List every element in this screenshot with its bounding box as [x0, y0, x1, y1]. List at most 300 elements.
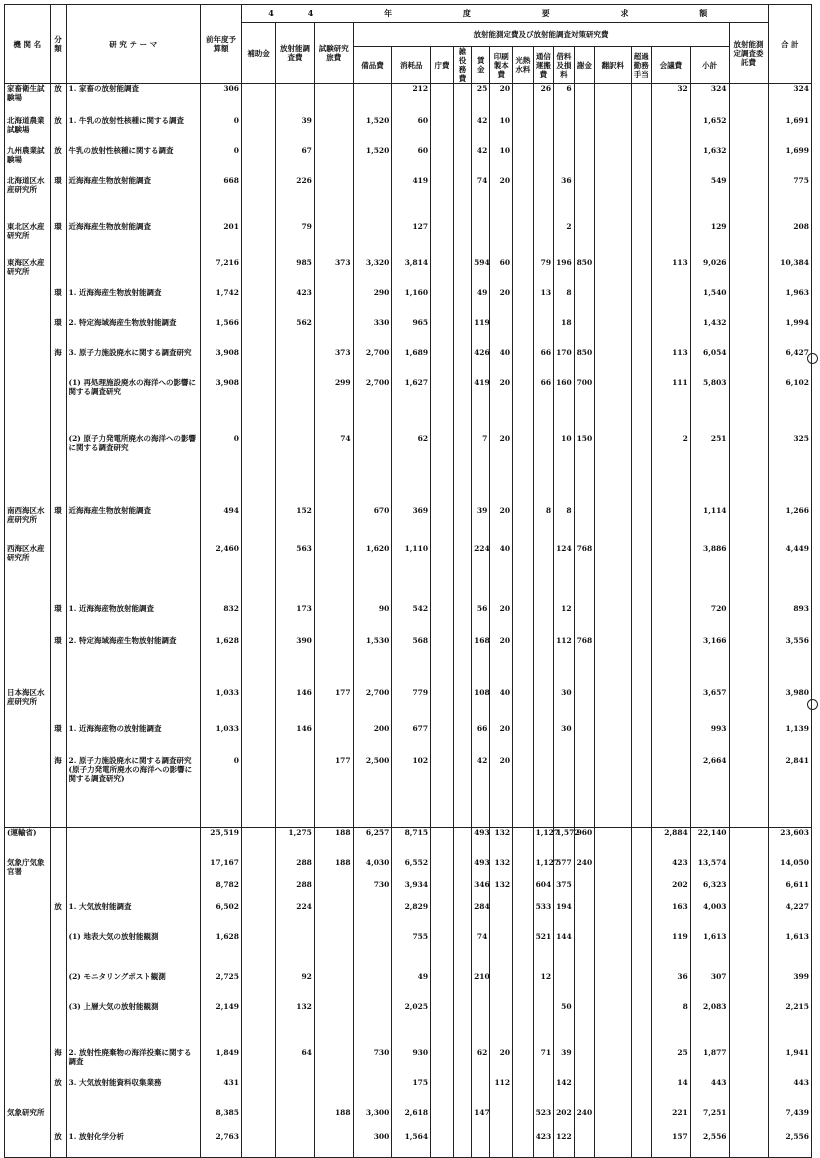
cell-amount: 67	[276, 146, 315, 176]
cell-amount	[533, 116, 554, 146]
cell-amount: 49	[392, 972, 431, 1002]
cell-amount: 768	[574, 636, 595, 688]
header-col-13: 小計	[690, 47, 729, 84]
cell-organization	[5, 1002, 51, 1048]
cell-amount: 6,054	[690, 348, 729, 378]
cell-amount	[631, 434, 652, 506]
cell-total: 775	[768, 176, 812, 222]
cell-amount	[513, 972, 534, 1002]
cell-amount	[513, 176, 534, 222]
circle-mark-1	[807, 353, 818, 364]
cell-amount	[595, 1108, 631, 1132]
header-total: 合 計	[768, 5, 812, 84]
cell-amount: 3,908	[200, 348, 241, 378]
cell-amount: 188	[314, 1108, 353, 1132]
cell-amount: 730	[353, 880, 392, 902]
cell-amount	[574, 724, 595, 756]
cell-amount: 10	[554, 434, 575, 506]
cell-amount: 39	[554, 1048, 575, 1078]
cell-amount	[241, 636, 275, 688]
cell-amount	[314, 146, 353, 176]
cell-amount	[595, 116, 631, 146]
cell-amount	[533, 1078, 554, 1108]
cell-amount	[241, 858, 275, 880]
cell-amount: 122	[554, 1132, 575, 1158]
cell-amount: 36	[652, 972, 691, 1002]
cell-amount: 2,460	[200, 544, 241, 604]
cell-category: 放	[50, 84, 66, 116]
header-col-5: 印刷製本費	[490, 47, 513, 84]
cell-amount: 1,114	[690, 506, 729, 544]
cell-amount	[314, 222, 353, 258]
cell-amount	[729, 116, 768, 146]
cell-organization: 南西海区水産研究所	[5, 506, 51, 544]
cell-amount	[652, 544, 691, 604]
cell-amount	[431, 604, 454, 636]
cell-amount: 443	[690, 1078, 729, 1108]
table-row	[5, 176, 812, 222]
cell-amount	[595, 1048, 631, 1078]
cell-amount	[276, 1078, 315, 1108]
cell-amount: 2,763	[200, 1132, 241, 1158]
cell-amount	[729, 756, 768, 828]
cell-amount	[631, 756, 652, 828]
cell-total: 1,963	[768, 288, 812, 318]
cell-amount: 146	[276, 724, 315, 756]
cell-amount	[276, 348, 315, 378]
cell-theme	[66, 688, 200, 724]
cell-amount: 755	[392, 932, 431, 972]
cell-amount	[453, 636, 471, 688]
cell-amount	[453, 1048, 471, 1078]
cell-amount	[241, 84, 275, 116]
header-title: 44 年 度 要 求 額	[241, 5, 768, 23]
cell-amount: 1,632	[690, 146, 729, 176]
cell-amount: 523	[533, 1108, 554, 1132]
cell-amount	[631, 544, 652, 604]
cell-amount	[241, 604, 275, 636]
cell-amount	[490, 1002, 513, 1048]
cell-amount: 768	[574, 544, 595, 604]
cell-amount: 3,814	[392, 258, 431, 288]
cell-amount	[431, 434, 454, 506]
cell-total: 1,139	[768, 724, 812, 756]
header-col-7: 通信運搬費	[533, 47, 554, 84]
cell-category: 環	[50, 288, 66, 318]
cell-amount: 8,782	[200, 880, 241, 902]
cell-amount	[574, 506, 595, 544]
cell-amount	[513, 902, 534, 932]
header-group: 放射能測定費及び放射能調査対策研究費	[353, 23, 729, 47]
cell-organization	[5, 1048, 51, 1078]
cell-amount	[595, 318, 631, 348]
cell-amount: 196	[554, 258, 575, 288]
cell-amount	[652, 724, 691, 756]
cell-amount: 373	[314, 258, 353, 288]
cell-amount	[314, 544, 353, 604]
cell-amount	[431, 756, 454, 828]
cell-organization: (運輸省)	[5, 828, 51, 858]
cell-amount: 202	[554, 1108, 575, 1132]
cell-amount: 307	[690, 972, 729, 1002]
header-col-10: 翻訳料	[595, 47, 631, 84]
cell-theme: (3) 上層大気の放射能観測	[66, 1002, 200, 1048]
cell-amount	[513, 348, 534, 378]
cell-amount	[574, 146, 595, 176]
cell-amount	[729, 1132, 768, 1158]
cell-amount: 549	[690, 176, 729, 222]
cell-amount	[533, 176, 554, 222]
cell-amount	[472, 222, 490, 258]
cell-amount: 700	[574, 378, 595, 434]
cell-amount: 42	[472, 146, 490, 176]
cell-amount	[513, 1078, 534, 1108]
cell-amount	[631, 258, 652, 288]
cell-organization	[5, 434, 51, 506]
cell-amount: 40	[490, 688, 513, 724]
cell-amount	[513, 434, 534, 506]
cell-amount	[595, 378, 631, 434]
cell-amount	[631, 902, 652, 932]
cell-amount	[554, 756, 575, 828]
cell-total: 4,227	[768, 902, 812, 932]
cell-total: 324	[768, 84, 812, 116]
cell-amount	[314, 84, 353, 116]
cell-amount	[314, 318, 353, 348]
cell-theme: 3. 大気放射能資料収集業務	[66, 1078, 200, 1108]
cell-amount: 2,829	[392, 902, 431, 932]
cell-theme	[66, 1108, 200, 1132]
cell-amount	[314, 724, 353, 756]
cell-amount	[241, 258, 275, 288]
cell-category: 放	[50, 1078, 66, 1108]
cell-amount	[453, 932, 471, 972]
cell-organization: 東北区水産研究所	[5, 222, 51, 258]
cell-amount	[631, 1078, 652, 1108]
cell-amount: 1,877	[690, 1048, 729, 1078]
cell-amount	[431, 858, 454, 880]
cell-amount: 3,934	[392, 880, 431, 902]
cell-amount: 594	[472, 258, 490, 288]
cell-amount: 194	[554, 902, 575, 932]
header-org: 機 関 名	[5, 5, 51, 84]
cell-amount: 66	[533, 378, 554, 434]
cell-amount: 74	[314, 434, 353, 506]
cell-theme	[66, 544, 200, 604]
cell-amount	[729, 688, 768, 724]
cell-amount	[241, 1048, 275, 1078]
cell-amount	[513, 318, 534, 348]
header-col-12: 会議費	[652, 47, 691, 84]
cell-amount: 147	[472, 1108, 490, 1132]
cell-amount	[453, 828, 471, 858]
cell-amount	[431, 1108, 454, 1132]
cell-amount	[431, 688, 454, 724]
table-row	[5, 348, 812, 378]
cell-amount: 177	[314, 756, 353, 828]
cell-theme: 牛乳の放射性核種に関する調査	[66, 146, 200, 176]
cell-amount	[276, 84, 315, 116]
cell-amount	[353, 176, 392, 222]
cell-amount: 2,556	[690, 1132, 729, 1158]
cell-amount: 119	[652, 932, 691, 972]
cell-amount: 132	[276, 1002, 315, 1048]
cell-amount	[652, 636, 691, 688]
cell-amount	[276, 1132, 315, 1158]
cell-amount	[431, 348, 454, 378]
cell-amount	[353, 932, 392, 972]
cell-total: 893	[768, 604, 812, 636]
cell-amount	[276, 932, 315, 972]
cell-category: 環	[50, 724, 66, 756]
header-subsidy: 補助金	[241, 23, 275, 84]
cell-category: 海	[50, 1048, 66, 1078]
cell-amount	[595, 724, 631, 756]
cell-amount: 20	[490, 288, 513, 318]
cell-amount	[431, 506, 454, 544]
cell-amount	[595, 258, 631, 288]
cell-amount: 251	[690, 434, 729, 506]
cell-amount: 36	[554, 176, 575, 222]
header-travel: 試験研究旅費	[314, 23, 353, 84]
cell-amount: 3,320	[353, 258, 392, 288]
cell-amount: 1,432	[690, 318, 729, 348]
cell-amount	[729, 858, 768, 880]
cell-amount	[652, 756, 691, 828]
cell-amount	[574, 318, 595, 348]
cell-amount	[314, 932, 353, 972]
cell-amount: 1,110	[392, 544, 431, 604]
table-row	[5, 378, 812, 434]
header-col-2: 庁費	[431, 47, 454, 84]
cell-amount	[631, 880, 652, 902]
cell-theme: 2. 特定海域海産生物放射能調査	[66, 636, 200, 688]
budget-table	[4, 4, 812, 1158]
cell-amount: 119	[472, 318, 490, 348]
cell-amount	[453, 1078, 471, 1108]
cell-amount: 1,530	[353, 636, 392, 688]
cell-amount: 112	[554, 636, 575, 688]
cell-amount	[241, 544, 275, 604]
cell-amount	[631, 146, 652, 176]
cell-theme: 2. 放射性廃棄物の海洋投棄に関する調査	[66, 1048, 200, 1078]
cell-amount: 2,725	[200, 972, 241, 1002]
cell-amount	[513, 1048, 534, 1078]
cell-amount: 173	[276, 604, 315, 636]
cell-amount: 111	[652, 378, 691, 434]
cell-amount: 423	[533, 1132, 554, 1158]
cell-amount: 677	[392, 724, 431, 756]
cell-amount: 13	[533, 288, 554, 318]
header-col-1: 消耗品	[392, 47, 431, 84]
cell-amount	[513, 258, 534, 288]
cell-amount	[241, 724, 275, 756]
cell-amount: 670	[353, 506, 392, 544]
cell-theme	[66, 828, 200, 858]
cell-amount: 25	[652, 1048, 691, 1078]
cell-amount: 20	[490, 1048, 513, 1078]
cell-organization: 気象庁気象官署	[5, 858, 51, 880]
cell-total: 6,427	[768, 348, 812, 378]
cell-amount	[453, 258, 471, 288]
cell-amount: 426	[472, 348, 490, 378]
cell-amount	[729, 146, 768, 176]
cell-amount	[729, 724, 768, 756]
cell-amount	[453, 176, 471, 222]
cell-amount	[241, 176, 275, 222]
cell-amount: 346	[472, 880, 490, 902]
cell-amount: 160	[554, 378, 575, 434]
cell-amount	[574, 880, 595, 902]
cell-category	[50, 378, 66, 434]
table-row	[5, 434, 812, 506]
cell-amount: 112	[490, 1078, 513, 1108]
table-row	[5, 1048, 812, 1078]
cell-amount	[729, 506, 768, 544]
cell-amount	[431, 146, 454, 176]
cell-amount: 79	[533, 258, 554, 288]
cell-amount	[472, 1132, 490, 1158]
cell-category	[50, 1108, 66, 1132]
cell-amount: 32	[652, 84, 691, 116]
cell-organization	[5, 348, 51, 378]
cell-amount: 1,160	[392, 288, 431, 318]
table-row	[5, 724, 812, 756]
cell-amount: 568	[392, 636, 431, 688]
cell-organization: 北海道区水産研究所	[5, 176, 51, 222]
cell-amount	[574, 932, 595, 972]
cell-amount	[533, 544, 554, 604]
cell-amount	[729, 1078, 768, 1108]
cell-amount	[595, 84, 631, 116]
cell-amount: 375	[554, 880, 575, 902]
cell-amount: 9,026	[690, 258, 729, 288]
header-col-0: 備品費	[353, 47, 392, 84]
table-row	[5, 932, 812, 972]
cell-amount	[431, 972, 454, 1002]
cell-theme: 2. 特定海域海産生物放射能調査	[66, 318, 200, 348]
cell-amount: 730	[353, 1048, 392, 1078]
cell-amount	[595, 348, 631, 378]
cell-amount: 563	[276, 544, 315, 604]
cell-amount	[453, 348, 471, 378]
cell-theme	[66, 258, 200, 288]
cell-amount	[631, 506, 652, 544]
cell-amount	[490, 1132, 513, 1158]
cell-total: 7,439	[768, 1108, 812, 1132]
cell-amount	[453, 318, 471, 348]
cell-amount	[533, 1002, 554, 1048]
cell-amount: 8,385	[200, 1108, 241, 1132]
cell-amount: 1,540	[690, 288, 729, 318]
cell-amount	[431, 176, 454, 222]
cell-amount	[729, 348, 768, 378]
cell-amount	[574, 688, 595, 724]
cell-amount	[554, 146, 575, 176]
cell-total: 208	[768, 222, 812, 258]
cell-amount	[631, 724, 652, 756]
cell-amount: 175	[392, 1078, 431, 1108]
cell-amount: 25,519	[200, 828, 241, 858]
cell-organization	[5, 318, 51, 348]
cell-theme: 1. 近海海産物の放射能調査	[66, 724, 200, 756]
cell-amount	[631, 604, 652, 636]
cell-amount	[574, 288, 595, 318]
cell-amount: 930	[392, 1048, 431, 1078]
cell-amount	[431, 544, 454, 604]
cell-total: 3,556	[768, 636, 812, 688]
cell-theme: 1. 近海海産生物放射能調査	[66, 288, 200, 318]
cell-amount: 10	[490, 116, 513, 146]
cell-organization	[5, 378, 51, 434]
cell-amount	[574, 176, 595, 222]
cell-amount: 102	[392, 756, 431, 828]
cell-amount	[513, 288, 534, 318]
table-body	[5, 84, 812, 1158]
cell-amount	[595, 902, 631, 932]
cell-amount	[431, 1132, 454, 1158]
cell-amount: 7,251	[690, 1108, 729, 1132]
cell-amount	[490, 932, 513, 972]
cell-amount: 92	[276, 972, 315, 1002]
cell-amount: 1,566	[200, 318, 241, 348]
cell-organization	[5, 724, 51, 756]
cell-amount	[533, 636, 554, 688]
cell-amount: 210	[472, 972, 490, 1002]
cell-amount	[729, 972, 768, 1002]
cell-amount: 20	[490, 176, 513, 222]
cell-amount: 832	[200, 604, 241, 636]
cell-amount	[453, 1132, 471, 1158]
cell-amount: 150	[574, 434, 595, 506]
cell-total: 443	[768, 1078, 812, 1108]
cell-amount: 1,564	[392, 1132, 431, 1158]
cell-amount	[652, 688, 691, 724]
cell-amount: 533	[533, 902, 554, 932]
cell-amount: 1,628	[200, 636, 241, 688]
cell-amount	[453, 688, 471, 724]
cell-amount: 71	[533, 1048, 554, 1078]
cell-amount	[595, 288, 631, 318]
cell-amount: 202	[652, 880, 691, 902]
cell-amount: 373	[314, 348, 353, 378]
cell-amount	[513, 604, 534, 636]
table-row	[5, 544, 812, 604]
cell-amount: 668	[200, 176, 241, 222]
cell-amount: 290	[353, 288, 392, 318]
cell-amount	[595, 544, 631, 604]
cell-amount	[574, 1002, 595, 1048]
cell-theme: 2. 原子力施設廃水に関する調査研究(原子力発電所廃水の海洋への影響に関する調査研究)	[66, 756, 200, 828]
cell-amount: 7	[472, 434, 490, 506]
cell-amount	[453, 1108, 471, 1132]
cell-amount	[513, 116, 534, 146]
table-row	[5, 1108, 812, 1132]
cell-amount	[595, 506, 631, 544]
cell-amount	[490, 972, 513, 1002]
cell-amount: 62	[392, 434, 431, 506]
cell-amount: 3,886	[690, 544, 729, 604]
cell-organization	[5, 1078, 51, 1108]
cell-category	[50, 1002, 66, 1048]
table-row	[5, 222, 812, 258]
cell-amount	[652, 318, 691, 348]
cell-amount: 3,657	[690, 688, 729, 724]
cell-amount	[513, 724, 534, 756]
cell-amount: 74	[472, 932, 490, 972]
cell-amount: 18	[554, 318, 575, 348]
cell-amount	[453, 84, 471, 116]
